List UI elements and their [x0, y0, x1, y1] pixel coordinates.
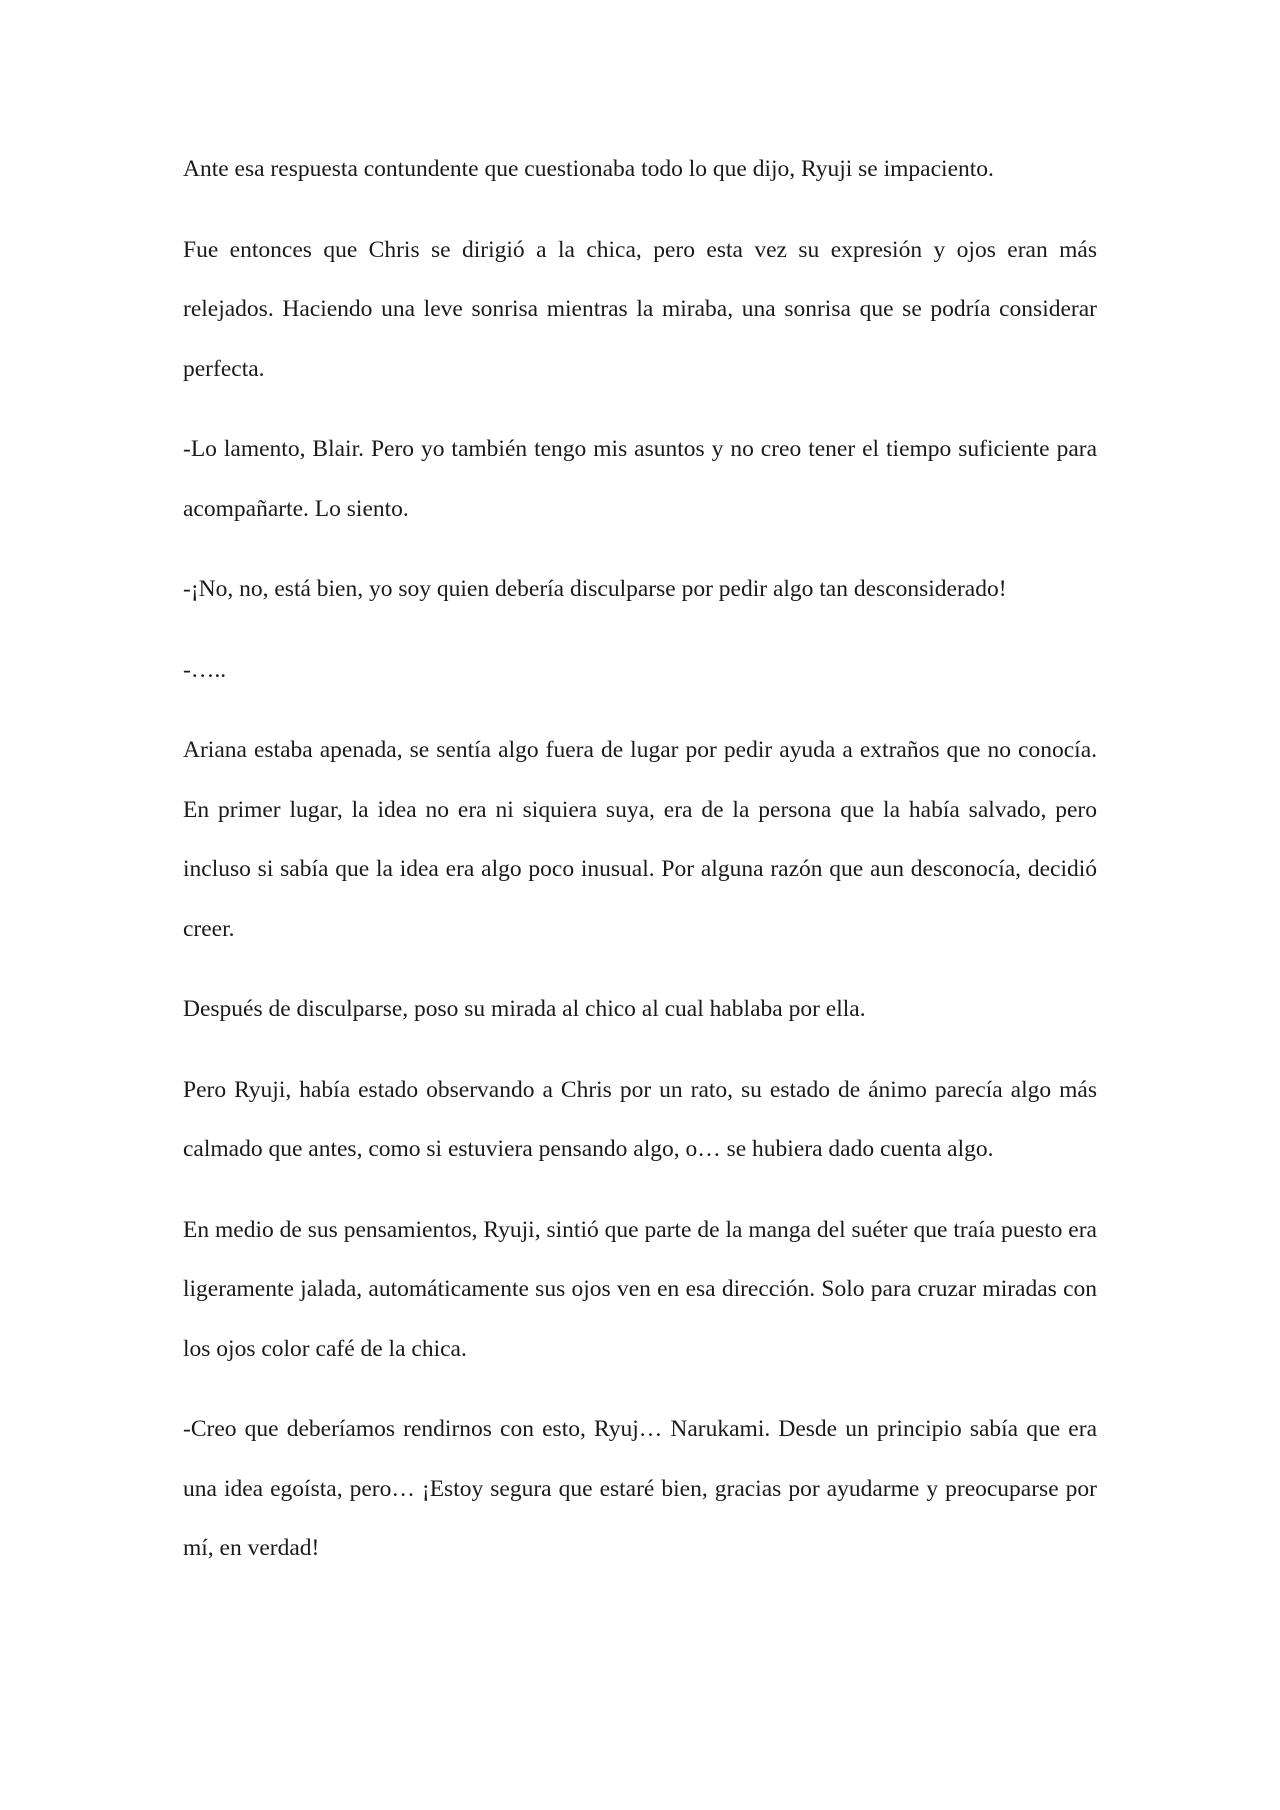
- paragraph: -Lo lamento, Blair. Pero yo también tengo mis asuntos y no creo tener el tiempo suficiente para acompañarte. Lo siento.: [183, 436, 1097, 522]
- paragraph: Fue entonces que Chris se dirigió a la chica, pero esta vez su expresión y ojos eran más relejados. Haciendo una leve sonrisa mientras la miraba, una sonrisa que se podría considerar perfecta.: [183, 236, 1097, 382]
- paragraph: -Creo que deberíamos rendirnos con esto, Ryuj… Narukami. Desde un principio sabía que era una idea egoísta, pero… ¡Estoy segura que estaré bien, gracias por ayudarme y preocuparse por mí, en verdad!: [183, 1416, 1097, 1561]
- body-text: [183, 140, 1097, 1600]
- paragraph: En medio de sus pensamientos, Ryuji, sintió que parte de la manga del suéter que traía puesto era ligeramente jalada, automáticamente sus ojos ven en esa dirección. Solo para cruzar miradas con los ojos color café de la chica.: [183, 1216, 1097, 1362]
- paragraph: Después de disculparse, poso su mirada al chico al cual hablaba por ella.: [183, 996, 866, 1022]
- paragraph: Pero Ryuji, había estado observando a Chris por un rato, su estado de ánimo parecía algo más calmado que antes, como si estuviera pensando algo, o… se hubiera dado cuenta algo.: [183, 1076, 1097, 1162]
- paragraph: Ariana estaba apenada, se sentía algo fuera de lugar por pedir ayuda a extraños que no conocía. En primer lugar, la idea no era ni siquiera suya, era de la persona que la había salvado, pero incluso si sabía que la idea era algo poco inusual. Por alguna razón que aun desconocía, decidió creer.: [183, 737, 1097, 942]
- paragraph: -¡No, no, está bien, yo soy quien debería disculparse por pedir algo tan desconsiderado!: [183, 576, 1007, 602]
- paragraph: Ante esa respuesta contundente que cuestionaba todo lo que dijo, Ryuji se impaciento.: [183, 156, 994, 182]
- paragraph: -…..: [183, 656, 227, 683]
